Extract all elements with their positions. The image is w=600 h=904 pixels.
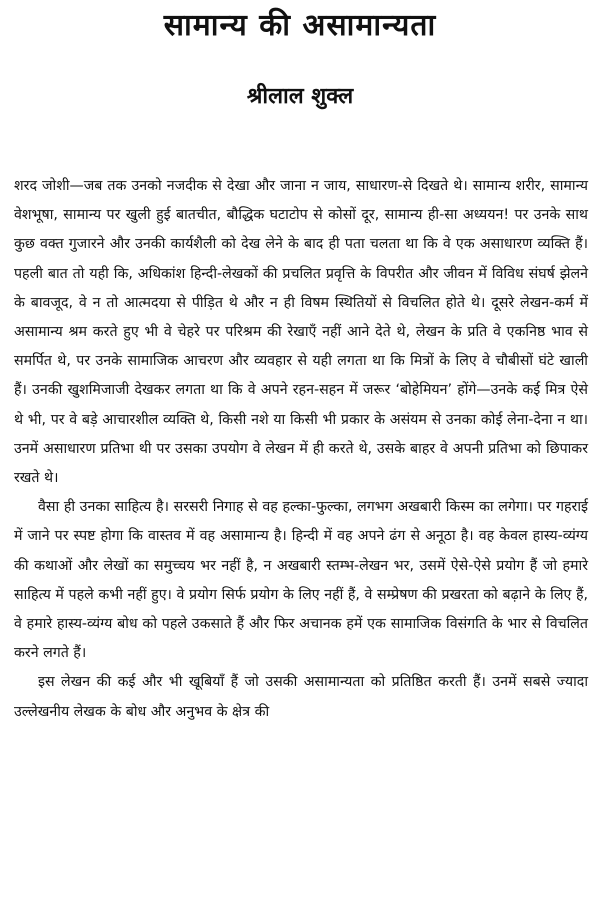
paragraph-1: शरद जोशी—जब तक उनको नजदीक से देखा और जाना न जाय, साधारण-से दिखते थे। सामान्य शरीर, सामान्य वेशभूषा, सामान्य पर खुली हुई बातचीत, बौद्धिक घटाटोप से कोसों दूर, सामान्य ही-सा अध्ययन! पर उनके साथ कुछ वक्त गुजारने और उनकी कार्यशैली को देख लेने के बाद ही पता चलता था कि वे एक असाधारण व्यक्ति हैं। पहली बात तो यही कि, अधिकांश हिन्दी-लेखकों की प्रचलित प्रवृत्ति के विपरीत और जीवन में विविध संघर्ष झेलने के बावजूद, वे न तो आत्मदया से पीड़ित थे और न ही विषम स्थितियों से विचलित होते थे। दूसरे लेखन-कर्म में असामान्य श्रम करते हुए भी वे चेहरे पर परिश्रम की रेखाएँ नहीं आने देते थे, लेखन के प्रति वे एकनिष्ठ भाव से समर्पित थे, पर उनके सामाजिक आचरण और व्यवहार से यही लगता था कि मित्रों के लिए वे चौबीसों घंटे खाली हैं। उनकी खुशमिजाजी देखकर लगता था कि वे अपने रहन-सहन में जरूर ‘बोहेमियन’ होंगे—उनके कई मित्र ऐसे थे भी, पर वे बड़े आचारशील व्यक्ति थे, किसी नशे या किसी भी प्रकार के असंयम से उनका कोई लेना-देना न था। उनमें असाधारण प्रतिभा थी पर उसका उपयोग वे लेखन में ही करते थे, उसके बाहर वे अपनी प्रतिभा को छिपाकर रखते थे। <box>14 178 588 487</box>
paragraph-2: वैसा ही उनका साहित्य है। सरसरी निगाह से वह हल्का-फुल्का, लगभग अखबारी किस्म का लगेगा। पर गहराई में जाने पर स्पष्ट होगा कि वास्तव में वह असामान्य है। हिन्दी में वह अपने ढंग से अनूठा है। वह केवल हास्य-व्यंग्य की कथाओं और लेखों का समुच्चय भर नहीं है, न अखबारी स्तम्भ-लेखन भर, उसमें ऐसे-ऐसे प्रयोग हैं जो हमारे साहित्य में पहले कभी नहीं हुए। वे प्रयोग सिर्फ प्रयोग के लिए नहीं हैं, वे सम्प्रेषण की प्रखरता को बढ़ाने के लिए हैं, वे हमारे हास्य-व्यंग्य बोध को पहले उकसाते हैं और फिर अचानक हमें एक सामाजिक विसंगति के भार से विचलित करने लगते हैं। <box>14 499 588 662</box>
paragraph-3: इस लेखन की कई और भी खूबियाँ हैं जो उसकी असामान्यता को प्रतिष्ठित करती हैं। उनमें सबसे ज्यादा उल्लेखनीय लेखक के बोध और अनुभव के क्षेत्र की <box>14 674 588 720</box>
page-title: सामान्य की असामान्यता <box>163 8 437 43</box>
article-body <box>14 172 588 727</box>
author-name: श्रीलाल शुक्ल <box>246 84 354 109</box>
